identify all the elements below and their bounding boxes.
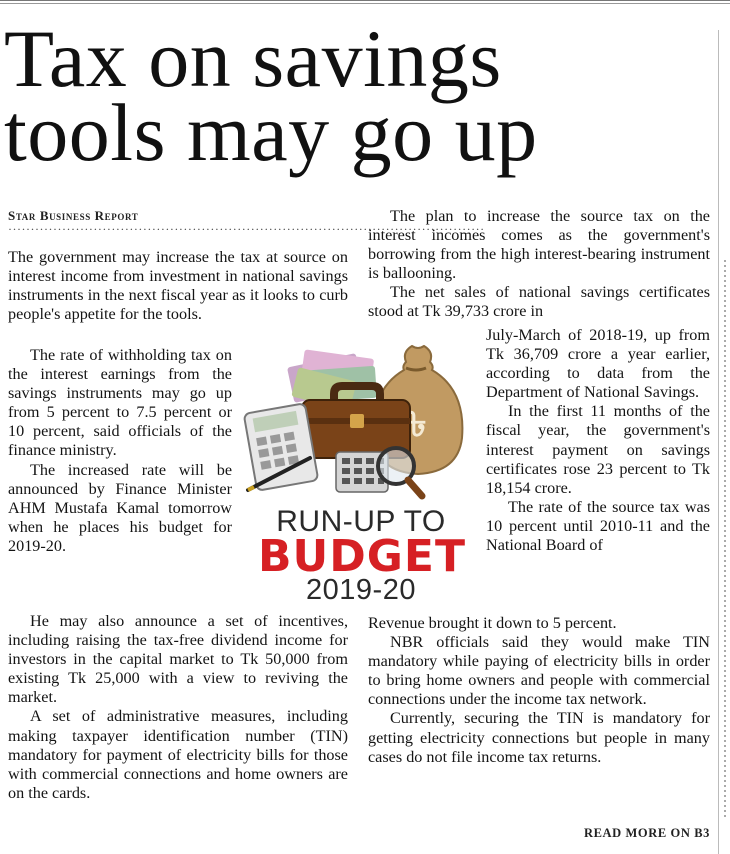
byline-dotted-separator: ·········································································································· bbox=[8, 222, 485, 236]
article-paragraph: Currently, securing the TIN is mandatory for getting electricity connections but people in many cases do not file income tax returns. bbox=[368, 709, 710, 766]
right-column-top bbox=[368, 207, 710, 322]
left-column-top bbox=[8, 248, 348, 324]
top-rule-secondary bbox=[0, 3, 730, 4]
article-paragraph: A set of administrative measures, including making taxpayer identification number (TIN) mandatory for payment of electricity bills for those with commercial connections and home owners are on the cards. bbox=[8, 707, 348, 802]
budget-year-label: 2019-20 bbox=[306, 574, 416, 606]
article-paragraph: The rate of the source tax was 10 percent until 2010-11 and the National Board of bbox=[486, 497, 710, 555]
headline-line-2: tools may go up bbox=[4, 87, 538, 178]
byline: Star Business Report bbox=[8, 208, 139, 223]
article-paragraph: July-March of 2018-19, up from Tk 36,709 crore a year earlier, according to data from the Department of National Savings. bbox=[486, 326, 710, 402]
left-column-wrap bbox=[8, 346, 232, 556]
article-paragraph: The rate of withholding tax on the interest earnings from the savings instruments may go up from 5 percent to 7.5 percent or 10 percent, said officials of the finance ministry. bbox=[8, 346, 232, 460]
article-paragraph: He may also announce a set of incentives, including raising the tax-free dividend income for investors in the capital market to Tk 50,000 from existing Tk 25,000 with a view to reviving the market. bbox=[8, 612, 348, 707]
headline bbox=[4, 13, 714, 178]
right-column-bottom bbox=[368, 614, 710, 767]
left-column-bottom bbox=[8, 612, 348, 803]
article-paragraph: NBR officials said they would make TIN mandatory while paying of electricity bills in order to bring home owners and people with commercial connections under the income tax network. bbox=[368, 633, 710, 709]
article-paragraph: The net sales of national savings certificates stood at Tk 39,733 crore in bbox=[368, 283, 710, 321]
svg-text:৳: ৳ bbox=[409, 405, 427, 445]
article-paragraph: The plan to increase the source tax on the interest incomes comes as the government's borrowing from the high interest-bearing instrument is ballooning. bbox=[368, 207, 710, 283]
article-paragraph: The government may increase the tax at source on interest income from investment in national savings instruments in the next fiscal year as it looks to curb people's appetite for the tools. bbox=[8, 248, 348, 324]
top-rule bbox=[0, 0, 730, 1]
article-paragraph: In the first 11 months of the fiscal year, the government's interest payment on savings certificates rose 23 percent to Tk 18,154 crore. bbox=[486, 402, 710, 497]
headline-line-1: Tax on savings bbox=[4, 13, 502, 104]
calculator-icon bbox=[244, 403, 319, 491]
run-up-label: RUN-UP TO bbox=[276, 505, 446, 538]
article-paragraph: The increased rate will be announced by Finance Minister AHM Mustafa Kamal tomorrow when he places his budget for 2019-20. bbox=[8, 460, 232, 555]
budget-label: BUDGET bbox=[258, 531, 466, 582]
article-paragraph: Revenue brought it down to 5 percent. bbox=[368, 614, 617, 632]
read-more-link[interactable]: READ MORE ON B3 bbox=[583, 826, 710, 840]
column-rule bbox=[718, 30, 719, 854]
dotted-rule bbox=[724, 260, 726, 820]
right-column-wrap bbox=[486, 326, 710, 555]
